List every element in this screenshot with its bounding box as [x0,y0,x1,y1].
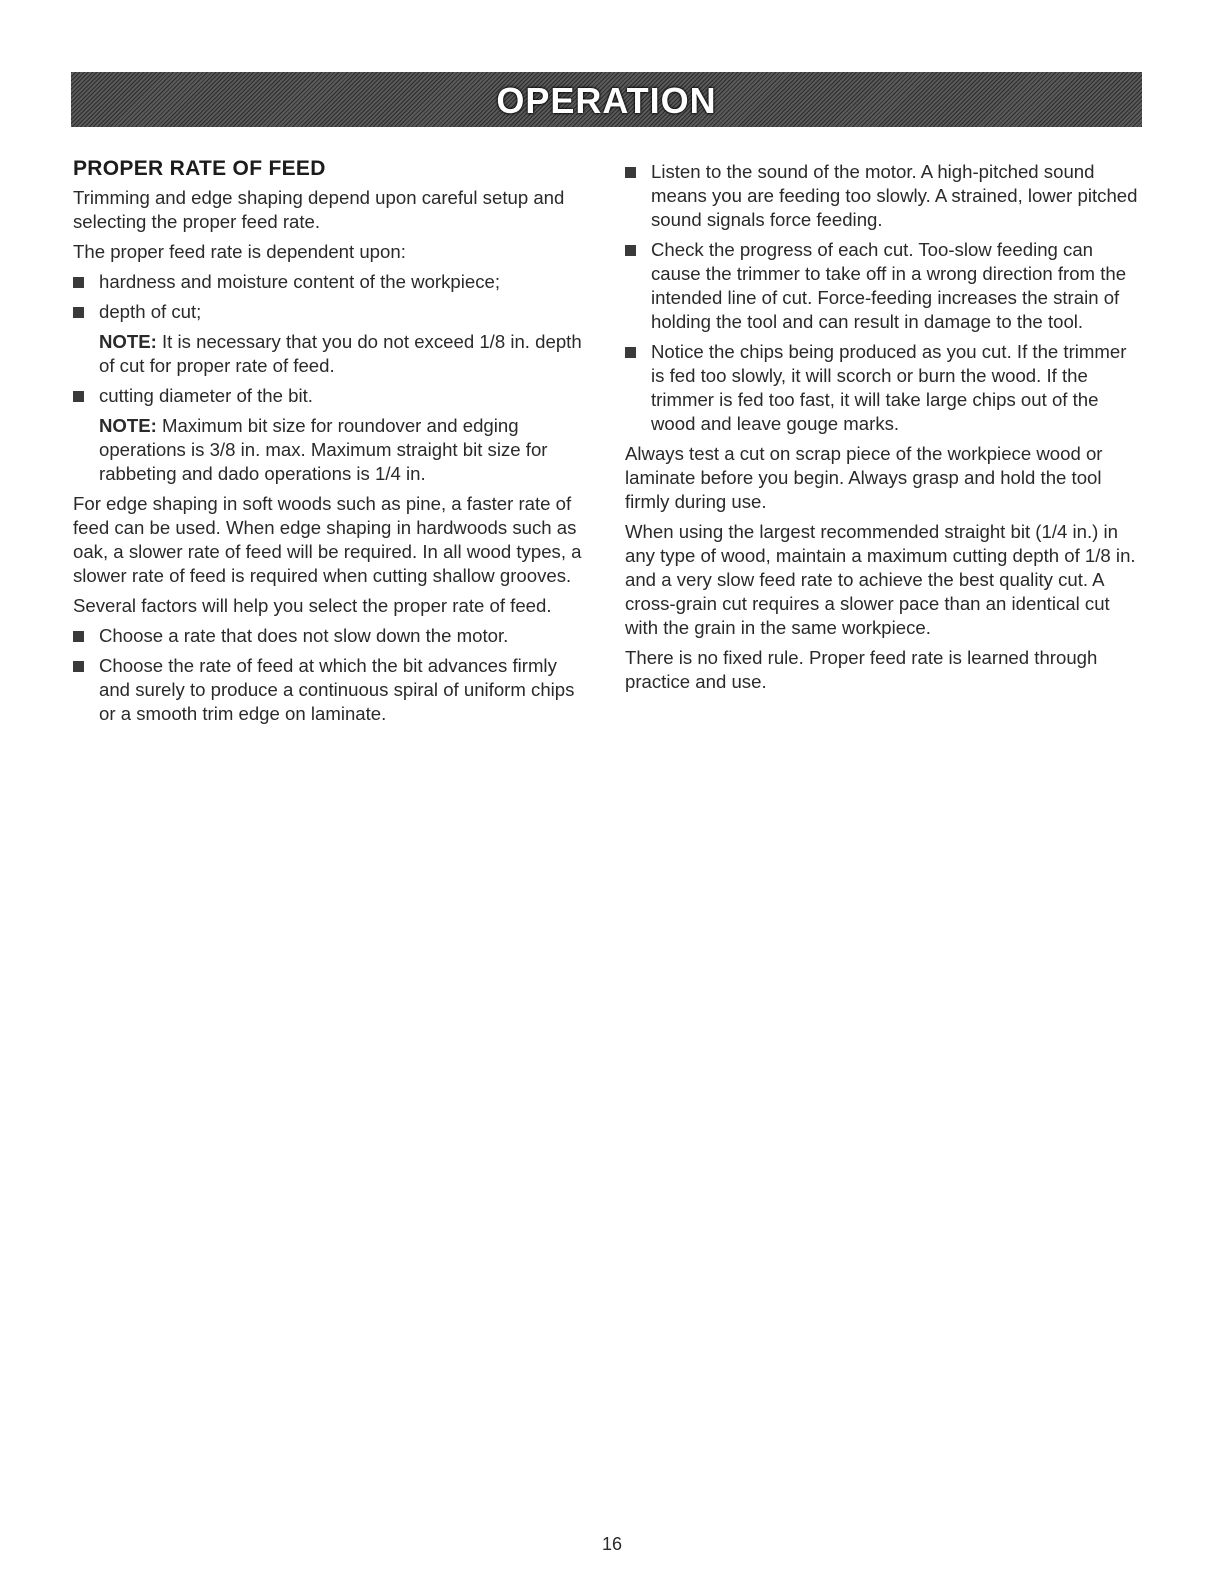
list-item [73,654,591,726]
page-number: 16 [601,1534,623,1554]
note-text: Maximum bit size for roundover and edging operations is 3/8 in. max. Maximum straight bit size for rabbeting and dado operations is 1/4 in. [99,415,548,484]
banner-title: OPERATION [496,79,717,121]
list-item [73,624,591,648]
list-item-text: Choose the rate of feed at which the bit advances firmly and surely to produce a continuous spiral of uniform chips or a smooth trim edge on laminate. [99,655,575,724]
note-text: It is necessary that you do not exceed 1/8 in. depth of cut for proper rate of feed. [99,331,582,376]
no-rule-paragraph: There is no fixed rule. Proper feed rate is learned through practice and use. [625,647,1098,692]
section-banner [71,72,1142,127]
list-item-text: cutting diameter of the bit. [99,385,313,406]
left-column [73,156,591,732]
intro-paragraph: Trimming and edge shaping depend upon careful setup and selecting the proper feed rate. [73,187,565,232]
list-item [625,340,1144,436]
list-item [73,384,591,408]
always-test-paragraph: Always test a cut on scrap piece of the workpiece wood or laminate before you begin. Always grasp and hold the tool firmly during use. [625,443,1103,512]
list-item [73,300,591,324]
list-item [73,270,591,294]
factors-paragraph: Several factors will help you select the proper rate of feed. [73,595,552,616]
list-item-text: Choose a rate that does not slow down the motor. [99,625,509,646]
right-column [625,160,1144,700]
square-bullet-icon [73,631,84,642]
square-bullet-icon [73,307,84,318]
largest-bit-paragraph: When using the largest recommended straight bit (1/4 in.) in any type of wood, maintain a maximum cutting depth of 1/8 in. and a very slow feed rate to achieve the best quality cut. A cross-grain cut requires a slower pace than an identical cut with the grain in the same workpiece. [625,521,1136,638]
square-bullet-icon [625,347,636,358]
square-bullet-icon [73,391,84,402]
list-item [625,238,1144,334]
note-label: NOTE: [99,331,157,352]
square-bullet-icon [73,277,84,288]
list-item-text: Listen to the sound of the motor. A high-pitched sound means you are feeding too slowly. A strained, lower pitched sound signals force feeding. [651,161,1138,230]
list-item-text: depth of cut; [99,301,202,322]
square-bullet-icon [73,661,84,672]
section-heading: PROPER RATE OF FEED [73,157,326,180]
square-bullet-icon [625,167,636,178]
note-label: NOTE: [99,415,157,436]
list-item-text: Notice the chips being produced as you cut. If the trimmer is fed too slowly, it will scorch or burn the wood. If the trimmer is fed too fast, it will take large chips out of the wood and leave gouge marks. [651,341,1127,434]
list-item-text: hardness and moisture content of the workpiece; [99,271,501,292]
list-item-text: Check the progress of each cut. Too-slow feeding can cause the trimmer to take off in a wrong direction from the intended line of cut. Force-feeding increases the strain of holding the tool and can result in damage to the tool. [651,239,1127,332]
note-bit-size [73,414,591,486]
square-bullet-icon [625,245,636,256]
dependent-intro: The proper feed rate is dependent upon: [73,241,406,262]
list-item [625,160,1144,232]
note-depth [73,330,591,378]
edge-shaping-paragraph: For edge shaping in soft woods such as pine, a faster rate of feed can be used. When edge shaping in hardwoods such as oak, a slower rate of feed will be required. In all wood types, a slower rate of feed is required when cutting shallow grooves. [73,493,582,586]
